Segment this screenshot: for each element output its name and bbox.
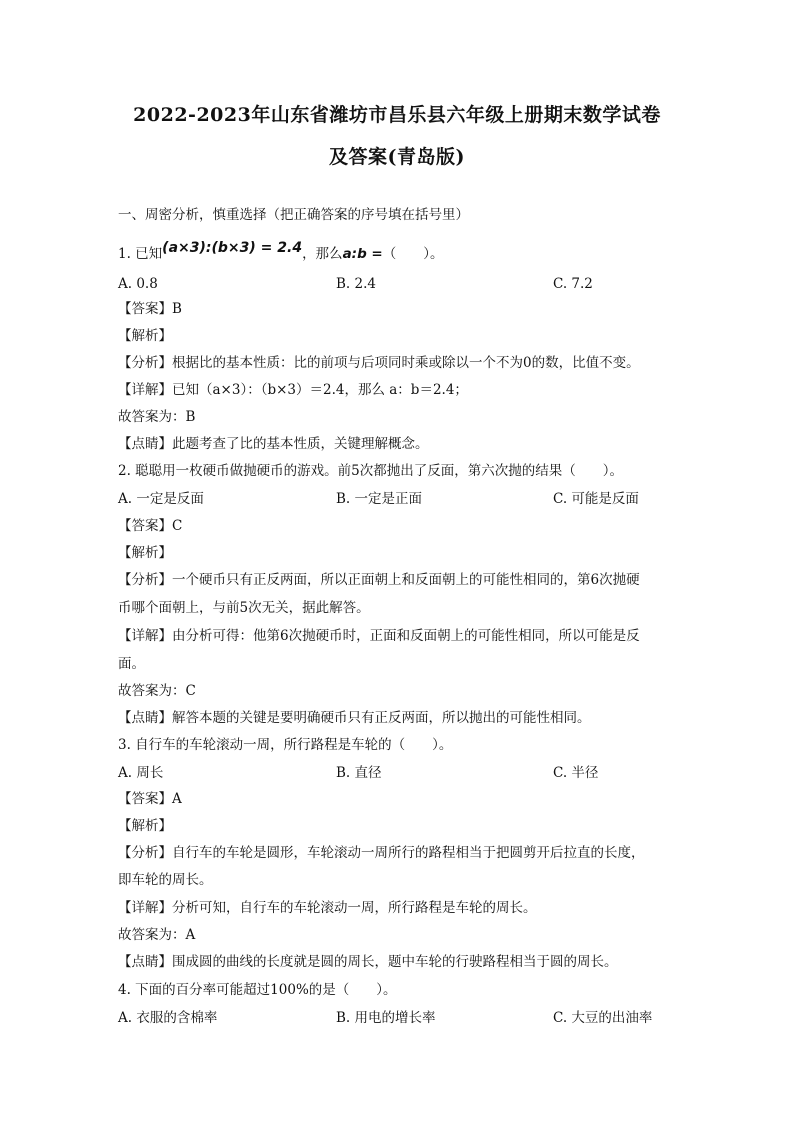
q2-comment: 【点睛】解答本题的关键是要明确硬币只有正反两面，所以抛出的可能性相同。	[118, 710, 591, 726]
q2-detail-1: 【详解】由分析可得：他第6次抛硬币时，正面和反面朝上的可能性相同，所以可能是反	[118, 628, 640, 644]
q1-option-b: B. 2.4	[336, 276, 376, 292]
q1-jiexi: 【解析】	[118, 328, 172, 344]
q1-mid: ，那么	[302, 246, 343, 262]
q3-option-b: B. 直径	[336, 765, 382, 781]
q4-option-b: B. 用电的增长率	[336, 1010, 436, 1026]
q2-answer: 【答案】C	[118, 518, 183, 534]
q2-option-a: A. 一定是反面	[118, 491, 204, 507]
q3-option-a: A. 周长	[118, 765, 164, 781]
doc-title-line-1: 2022-2023年山东省潍坊市昌乐县六年级上册期末数学试卷	[133, 104, 661, 126]
q2-stem: 2. 聪聪用一枚硬币做抛硬币的游戏。前5次都抛出了反面，第六次抛的结果（ ）。	[118, 463, 624, 479]
section-heading: 一、周密分析，慎重选择（把正确答案的序号填在括号里）	[118, 207, 469, 223]
q1-suffix: （ ）。	[382, 246, 444, 262]
q3-analysis-2: 即车轮的周长。	[118, 872, 213, 888]
q4-option-a: A. 衣服的含棉率	[118, 1010, 218, 1026]
q2-analysis-1: 【分析】一个硬币只有正反两面，所以正面朝上和反面朝上的可能性相同的，第6次抛硬	[118, 572, 640, 588]
q1-stem	[118, 240, 444, 263]
q3-conclusion: 故答案为：A	[118, 927, 196, 943]
q2-analysis-2: 币哪个面朝上，与前5次无关，据此解答。	[118, 600, 370, 616]
q1-answer: 【答案】B	[118, 301, 182, 317]
q3-stem: 3. 自行车的车轮滚动一周，所行路程是车轮的（ ）。	[118, 737, 453, 753]
q2-conclusion: 故答案为：C	[118, 683, 196, 699]
q3-answer: 【答案】A	[118, 791, 182, 807]
q1-conclusion: 故答案为：B	[118, 409, 196, 425]
q2-option-b: B. 一定是正面	[336, 491, 423, 507]
q4-option-c: C. 大豆的出油率	[553, 1010, 653, 1026]
q3-option-c: C. 半径	[553, 765, 599, 781]
q3-detail: 【详解】分析可知，自行车的车轮滚动一周，所行路程是车轮的周长。	[118, 900, 537, 916]
q3-comment: 【点睛】围成圆的曲线的长度就是圆的周长，题中车轮的行驶路程相当于圆的周长。	[118, 954, 618, 970]
q3-analysis-1: 【分析】自行车的车轮是圆形，车轮滚动一周所行的路程相当于把圆剪开后拉直的长度，	[118, 845, 645, 861]
q3-jiexi: 【解析】	[118, 818, 172, 834]
doc-title-line-2: 及答案(青岛版)	[329, 146, 465, 168]
q1-formula: (a×3):(b×3) = 2.4	[162, 240, 303, 256]
q1-detail: 【详解】已知（a×3）：（b×3）＝2.4，那么 a：b＝2.4；	[118, 382, 468, 398]
q4-stem: 4. 下面的百分率可能超过100%的是（ ）。	[118, 982, 397, 998]
q1-comment: 【点睛】此题考查了比的基本性质，关键理解概念。	[118, 436, 429, 452]
q1-prefix: 1. 已知	[118, 246, 163, 262]
q1-ratio: a:b =	[342, 246, 383, 262]
q1-option-a: A. 0.8	[118, 276, 158, 292]
q2-jiexi: 【解析】	[118, 545, 172, 561]
q1-option-c: C. 7.2	[553, 276, 593, 292]
q2-option-c: C. 可能是反面	[553, 491, 639, 507]
q2-detail-2: 面。	[118, 656, 145, 672]
q1-analysis: 【分析】根据比的基本性质：比的前项与后项同时乘或除以一个不为0的数，比值不变。	[118, 355, 640, 371]
